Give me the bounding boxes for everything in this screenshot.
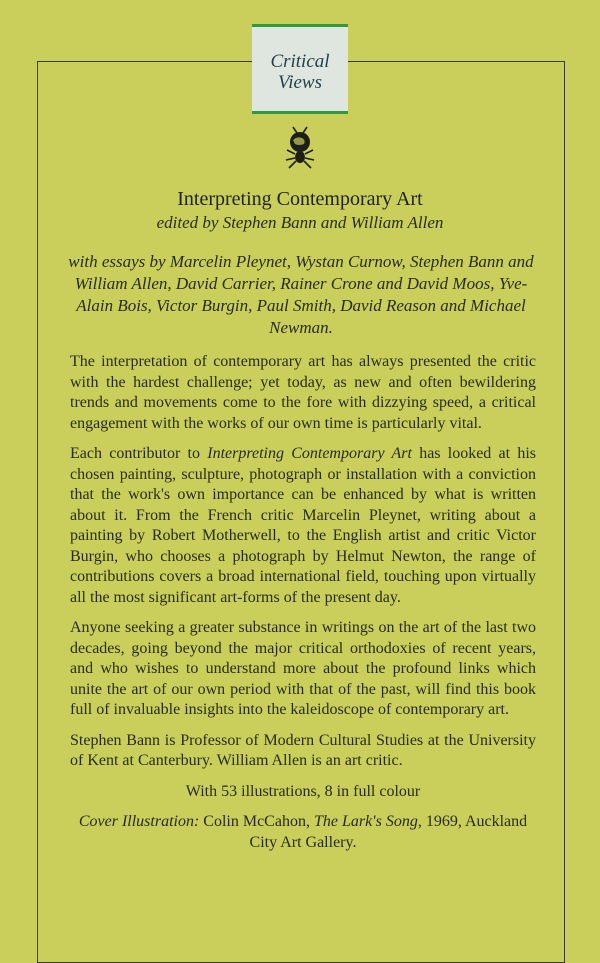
series-label-box bbox=[252, 24, 348, 114]
ant-globe-logo-icon bbox=[283, 126, 317, 170]
editors-line: edited by Stephen Bann and William Allen bbox=[156, 213, 444, 232]
series-line-1: Critical bbox=[270, 51, 330, 72]
paragraph-1: The interpretation of contemporary art has always presented the critic with the hardest challenge; yet today, as new and often bewildering trends and movements come to the fore with dizzying speed, a critical engagement with the works of our own time is particularly vital. bbox=[70, 353, 536, 432]
illustrations-note: With 53 illustrations, 8 in full colour bbox=[185, 782, 421, 800]
editors-bio: Stephen Bann is Professor of Modern Cultural Studies at the University of Kent at Canterbury. William Allen is an art critic. bbox=[70, 731, 536, 769]
book-title: Interpreting Contemporary Art bbox=[177, 188, 423, 210]
blurb-text bbox=[70, 352, 536, 863]
series-line-2: Views bbox=[278, 72, 322, 93]
cover-credit: Cover Illustration: Colin McCahon, The Lark's Song, 1969, Auckland City Art Gallery. bbox=[78, 813, 528, 851]
paragraph-3: Anyone seeking a greater substance in writings on the art of the last two decades, going beyond the major critical orthodoxies of recent years, and who wishes to understand more about the profound links which unite the art of our own period with that of the past, will find this book full of invaluable insights into the kaleidoscope of contemporary art. bbox=[70, 619, 536, 718]
book-title-inline: Interpreting Contemporary Art bbox=[207, 445, 412, 462]
contributors-list: with essays by Marcelin Pleynet, Wystan Curnow, Stephen Bann and William Allen, David Carrier, Rainer Crone and David Moos, Yve-Alain Bois, Victor Burgin, Paul Smith, David Reason and Michael Newman. bbox=[68, 252, 534, 337]
paragraph-2: Each contributor to Interpreting Contemporary Art has looked at his chosen painting, sculpture, photograph or installation with a conviction that the work's own importance can be enhanced by what is written about it. From the French critic Marcelin Pleynet, writing about a painting by Robert Motherwell, to the English artist and critic Victor Burgin, who chooses a photograph by Helmut Newton, the range of contributions covers a broad international field, touching upon virtually all the most significant art-forms of the present day. bbox=[70, 445, 537, 606]
